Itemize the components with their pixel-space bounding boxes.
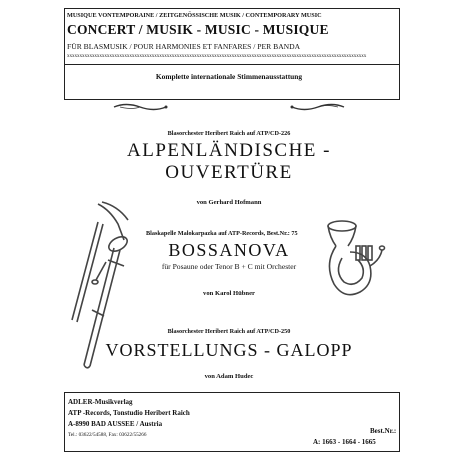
header-subtitle: Komplette internationale Stimmenausstattung (155, 72, 303, 81)
ornament-right (290, 100, 346, 114)
piece-2-composer: von Karol Hübner (203, 290, 255, 297)
ornament-left (112, 100, 168, 114)
piece-3-title: VORSTELLUNGS - GALOPP (105, 340, 353, 360)
footer-order-numbers: A: 1663 - 1664 - 1665 (313, 438, 376, 446)
footer-publisher: ADLER-Musikverlag (68, 398, 133, 406)
footer-line-2: ATP -Records, Tonstudio Heribert Raich (68, 409, 190, 417)
piece-1-recording: Blasorchester Heribert Raich auf ATP/CD-226 (167, 130, 291, 137)
piece-1-title-line-1: ALPENLÄNDISCHE - (127, 140, 331, 161)
piece-3-composer: von Adam Hudec (204, 373, 254, 380)
footer-order-label: Best.Nr.: (370, 427, 397, 435)
piece-2-title: BOSSANOVA (168, 240, 290, 260)
piece-1-title-line-2: OUVERTÜRE (165, 162, 293, 183)
header-line-1: MUSIQUE VONTEMPORAINE / ZEITGENÖSSISCHE MUSIK / CONTEMPORARY MUSIC (67, 12, 322, 19)
piece-1-composer: von Gerhard Hofmann (196, 199, 262, 206)
piece-2-subtitle: für Posaune oder Tenor B + C mit Orchester (161, 262, 297, 271)
header-x-line: xxxxxxxxxxxxxxxxxxxxxxxxxxxxxxxxxxxxxxxxxxxxxxxxxxxxxxxxxxxxxxxxxxxxxxxxxxxxxxxxxxxxxxxxxxxxxxxxxxxxxxxxxxxxxxxxxxxxxxxx (67, 53, 367, 59)
footer-line-3: A-8990 BAD AUSSEE / Austria (68, 420, 163, 428)
header-line-3: FÜR BLASMUSIK / POUR HARMONIES ET FANFARES / PER BANDA (67, 42, 301, 51)
header-main-title: CONCERT / MUSIK - MUSIC - MUSIQUE (67, 22, 329, 37)
header-divider (64, 64, 400, 65)
piece-2-recording: Blaskapelle Malokarpazka auf ATP-Records, Best.Nr.: 75 (146, 230, 298, 237)
tuba-image (320, 216, 386, 306)
footer-contact: Tel.: 03622/54588, Fax: 03622/55266 (68, 432, 147, 438)
piece-3-recording: Blasorchester Heribert Raich auf ATP/CD-250 (167, 328, 291, 335)
